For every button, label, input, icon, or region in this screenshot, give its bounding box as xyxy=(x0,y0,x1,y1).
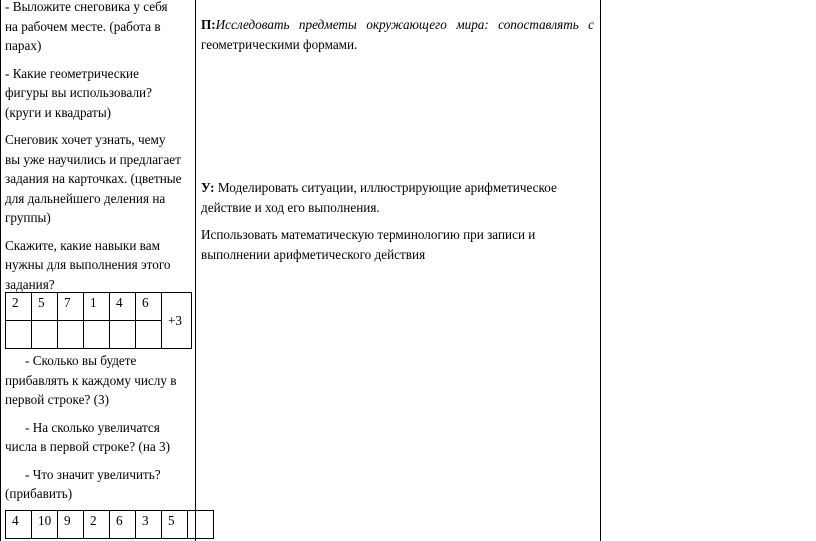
table-cell: 5 xyxy=(32,293,58,321)
table-cell-empty xyxy=(32,321,58,349)
table-cell: 2 xyxy=(84,511,110,539)
table-cell: 1 xyxy=(84,293,110,321)
text-line: прибавлять к каждому числу в xyxy=(5,372,177,388)
text-italic: Исследовать предметы окружающего мира: сопоставлять с xyxy=(215,17,594,32)
text-line: - Какие геометрические xyxy=(5,65,139,81)
table-cell-empty xyxy=(188,511,214,539)
table-cell-empty xyxy=(110,321,136,349)
text-line: для дальнейшего деления на xyxy=(5,190,166,206)
paragraph-snowman-layout xyxy=(5,0,193,56)
paragraph-skills-question xyxy=(5,236,193,295)
text-line: (круги и квадраты) xyxy=(5,104,112,120)
label-u: У: xyxy=(201,180,215,195)
table-cell: 10 xyxy=(32,511,58,539)
number-table-second xyxy=(5,510,214,539)
question-how-much-add xyxy=(5,351,193,410)
text-line: - На сколько увеличатся xyxy=(25,419,160,435)
text-line: нужны для выполнения этого xyxy=(5,257,171,272)
text-line: на рабочем месте. (работа в xyxy=(5,18,161,34)
table-cell: 6 xyxy=(110,511,136,539)
number-table-plus-three xyxy=(5,292,192,349)
block-cognitive-uud xyxy=(201,15,594,54)
table-cell: 4 xyxy=(110,293,136,321)
text-line: - Сколько вы будете xyxy=(25,353,137,368)
table-cell: 6 xyxy=(136,293,162,321)
table-cell: 5 xyxy=(162,511,188,539)
left-column-questions xyxy=(5,351,193,512)
label-p: П: xyxy=(201,17,216,32)
text-line xyxy=(201,15,594,35)
text-line: геометрическими формами. xyxy=(201,36,358,52)
paragraph-shapes-question xyxy=(5,64,193,123)
text-line: выполнении арифметического действия xyxy=(201,246,426,262)
left-column xyxy=(5,0,193,302)
text-line: первой строке? (3) xyxy=(5,392,110,407)
text-line: - Что значит увеличить? xyxy=(25,466,161,482)
text-line: группы) xyxy=(5,210,51,225)
text-line xyxy=(201,178,594,198)
table-cell-empty xyxy=(6,321,32,349)
block-terminology xyxy=(201,225,594,264)
table-cell-empty xyxy=(136,321,162,349)
paragraph-snowman-cards xyxy=(5,130,193,228)
text-line: вы уже научились и предлагает xyxy=(5,151,181,167)
table-cell: 3 xyxy=(136,511,162,539)
question-what-means-increase xyxy=(5,465,193,504)
table-border-right xyxy=(600,0,601,541)
table-border-middle xyxy=(195,0,196,541)
table-border-left xyxy=(0,0,1,541)
table-cell-empty xyxy=(58,321,84,349)
table-cell: 4 xyxy=(6,511,32,539)
text-span: Моделировать ситуации, иллюстрирующие арифметическое xyxy=(214,180,557,195)
table-cell-empty xyxy=(84,321,110,349)
text-line: Снеговик хочет узнать, чему xyxy=(5,132,166,147)
text-line: задания на карточках. (цветные xyxy=(5,171,182,186)
text-line: числа в первой строке? (на 3) xyxy=(5,439,171,454)
table-cell: 7 xyxy=(58,293,84,321)
text-line: - Выложите снеговика у себя xyxy=(5,0,168,14)
question-how-much-increase xyxy=(5,418,193,457)
text-line: парах) xyxy=(5,38,42,53)
table-cell: 9 xyxy=(58,511,84,539)
text-line: Скажите, какие навыки вам xyxy=(5,237,160,253)
operation-cell: +3 xyxy=(162,293,192,349)
text-line: Использовать математическую терминологию при записи и xyxy=(201,227,536,242)
table-cell: 2 xyxy=(6,293,32,321)
text-line: фигуры вы использовали? xyxy=(5,85,152,100)
block-regulatory-uud xyxy=(201,178,594,217)
text-line: действие и ход его выполнения. xyxy=(201,199,380,215)
text-line: (прибавить) xyxy=(5,486,73,501)
text-line: задания? xyxy=(5,276,55,292)
